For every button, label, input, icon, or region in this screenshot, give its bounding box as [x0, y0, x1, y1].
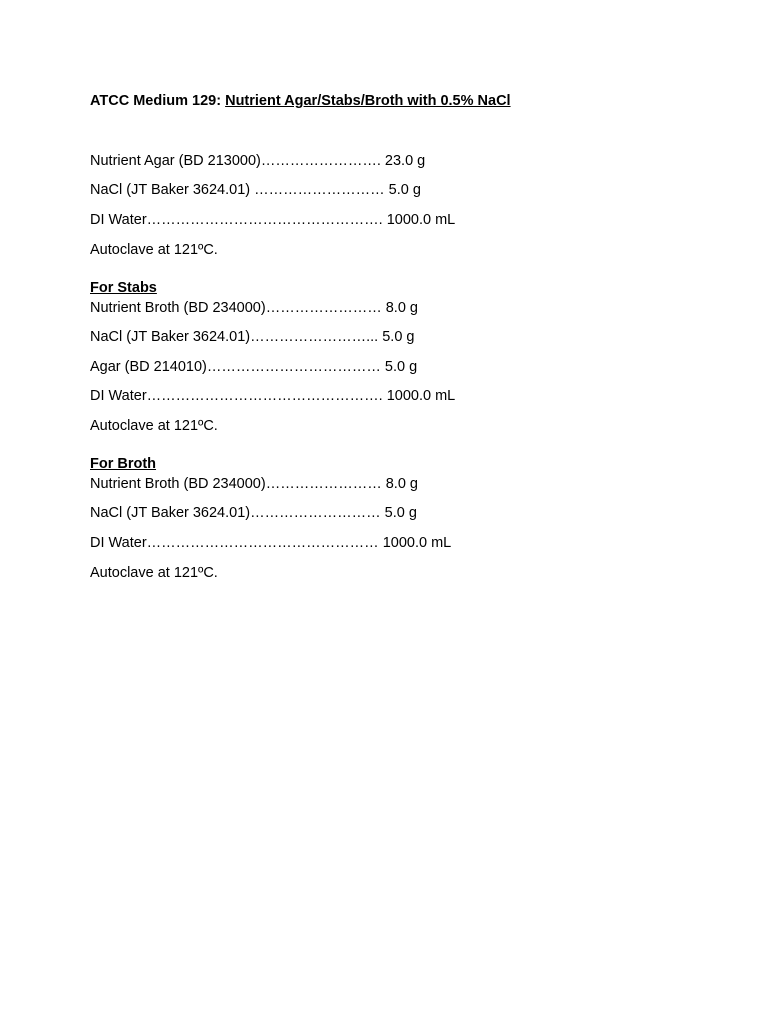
agar-line-nacl: NaCl (JT Baker 3624.01) ……………………… 5.0 g	[90, 182, 421, 198]
agar-line-nutrient-agar: Nutrient Agar (BD 213000)……………………. 23.0 g	[90, 153, 426, 169]
stabs-line-nutrient-broth: Nutrient Broth (BD 234000)…………………… 8.0 g	[90, 300, 418, 316]
stabs-line-nacl: NaCl (JT Baker 3624.01)……………………... 5.0 g	[90, 329, 415, 345]
agar-line-autoclave: Autoclave at 121ºC.	[90, 242, 218, 258]
broth-line-nutrient-broth: Nutrient Broth (BD 234000)…………………… 8.0 g	[90, 476, 418, 492]
broth-line-nacl: NaCl (JT Baker 3624.01)……………………… 5.0 g	[90, 505, 417, 521]
title-underlined: Nutrient Agar/Stabs/Broth with 0.5% NaCl	[225, 93, 511, 109]
broth-line-autoclave: Autoclave at 121ºC.	[90, 565, 218, 581]
agar-line-di-water: DI Water…………………………………………. 1000.0 mL	[90, 212, 456, 228]
stabs-line-autoclave: Autoclave at 121ºC.	[90, 418, 218, 434]
title-prefix: ATCC Medium 129:	[90, 93, 226, 109]
stabs-heading: For Stabs	[90, 280, 157, 296]
document-title	[90, 93, 511, 109]
stabs-line-di-water: DI Water…………………………………………. 1000.0 mL	[90, 388, 456, 404]
broth-line-di-water: DI Water………………………………………… 1000.0 mL	[90, 535, 452, 551]
stabs-line-agar: Agar (BD 214010)……………………………… 5.0 g	[90, 359, 418, 375]
broth-heading: For Broth	[90, 456, 157, 472]
